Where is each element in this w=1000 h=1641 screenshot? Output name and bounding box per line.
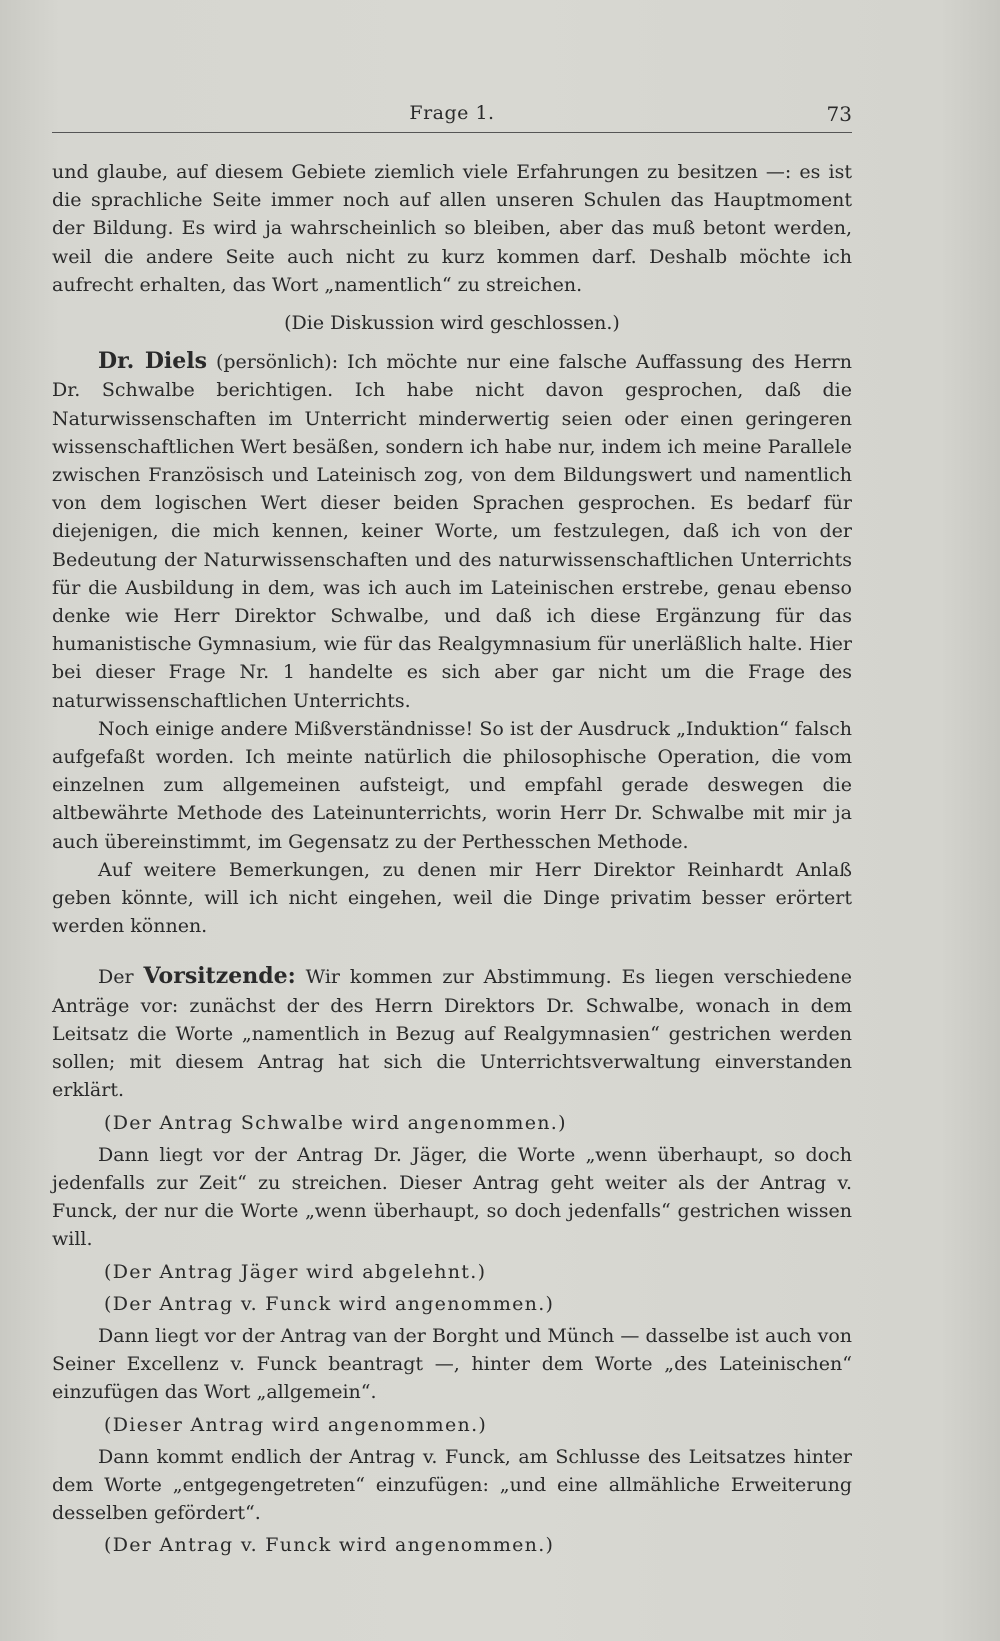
vote-note: (Dieser Antrag wird angenommen.) [104, 1413, 488, 1436]
paragraph: Dann kommt endlich der Antrag v. Funck, am Schlusse des Leitsatzes hinter dem Worte „entgegengetreten“ einzufügen: „und eine allmähliche Erweiterung desselben gefördert“. [52, 1445, 852, 1525]
speech-paragraph [52, 347, 852, 715]
body-text [52, 158, 852, 1560]
speaker-name: Dr. Diels [98, 348, 208, 375]
speech-paragraph [52, 962, 852, 1104]
stage-note: (Die Diskussion wird geschlossen.) [284, 312, 620, 335]
vote-note: (Der Antrag v. Funck wird angenommen.) [104, 1292, 555, 1315]
paragraph: und glaube, auf diesem Gebiete ziemlich viele Erfahrungen zu besitzen —: es ist die sprachliche Seite immer noch auf allen unseren Schulen das Hauptmoment der Bildung. Es wird ja wahrscheinlich so bleiben, aber das muß betont werden, weil die andere Seite auch nicht zu kurz kommen darf. Deshalb möchte ich aufrecht erhalten, das Wort „namentlich“ zu streichen. [52, 161, 852, 296]
running-head: Frage 1. [409, 102, 495, 124]
page-number: 73 [826, 102, 852, 126]
page-header [52, 100, 852, 133]
paragraph: Dann liegt vor der Antrag van der Borght und Münch — dasselbe ist auch von Seiner Excellenz v. Funck beantragt —, hinter dem Worte „des Lateinischen“ einzufügen das Wort „allgemein“. [52, 1324, 852, 1404]
vote-note: (Der Antrag v. Funck wird angenommen.) [104, 1534, 555, 1557]
speech-text: Wir kommen zur Abstimmung. Es liegen verschiedene Anträge vor: zunächst der des Herrn Direktors Dr. Schwalbe, wonach in dem Leitsatz die Worte „namentlich in Bezug auf Realgymnasien“ gestrichen werden sollen; mit diesem Antrag hat sich die Unterrichtsverwaltung einverstanden erklärt. [52, 966, 852, 1102]
vote-note: (Der Antrag Jäger wird abgelehnt.) [104, 1260, 487, 1283]
speaker-name: Vorsitzende: [143, 963, 296, 990]
speaker-prefix: Der [98, 966, 144, 989]
speech-text: (persönlich): Ich möchte nur eine falsche Auffassung des Herrn Dr. Schwalbe berichtigen. Ich habe nicht davon gesprochen, daß die Naturwissenschaften im Unterricht minderwertig seien oder einen geringeren wissenschaftlichen Wert besäßen, sondern ich habe nur, indem ich meine Parallele zwischen Französisch und Lateinisch zog, von dem Bildungswert und namentlich von dem logischen Wert dieser beiden Sprachen gesprochen. Es bedarf für diejenigen, die mich kennen, keiner Worte, um festzulegen, daß ich von der Bedeutung der Naturwissenschaften und des naturwissenschaftlichen Unterrichts für die Ausbildung in dem, was ich auch im Lateinischen erstrebe, genau ebenso denke wie Herr Direktor Schwalbe, und daß ich diese Ergänzung für das humanistische Gymnasium, wie für das Realgymnasium für unerläßlich halte. Hier bei dieser Frage Nr. 1 handelte es sich aber gar nicht um die Frage des naturwissenschaftlichen Unterrichts. [52, 351, 852, 712]
vote-note: (Der Antrag Schwalbe wird angenommen.) [104, 1111, 567, 1134]
paragraph: Auf weitere Bemerkungen, zu denen mir Herr Direktor Reinhardt Anlaß geben könnte, will ich nicht eingehen, weil die Dinge privatim besser erörtert werden können. [52, 858, 852, 938]
paragraph: Noch einige andere Mißverständnisse! So ist der Ausdruck „Induktion“ falsch aufgefaßt worden. Ich meinte natürlich die philosophische Operation, die vom einzelnen zum allgemeinen aufsteigt, und empfahl gerade deswegen die altbewährte Methode des Lateinunterrichts, worin Herr Dr. Schwalbe mit mir ja auch übereinstimmt, im Gegensatz zu der Perthesschen Methode. [52, 717, 852, 853]
paragraph: Dann liegt vor der Antrag Dr. Jäger, die Worte „wenn überhaupt, so doch jedenfalls zur Zeit“ zu streichen. Dieser Antrag geht weiter als der Antrag v. Funck, der nur die Worte „wenn überhaupt, so doch jedenfalls“ gestrichen wissen will. [52, 1143, 852, 1251]
